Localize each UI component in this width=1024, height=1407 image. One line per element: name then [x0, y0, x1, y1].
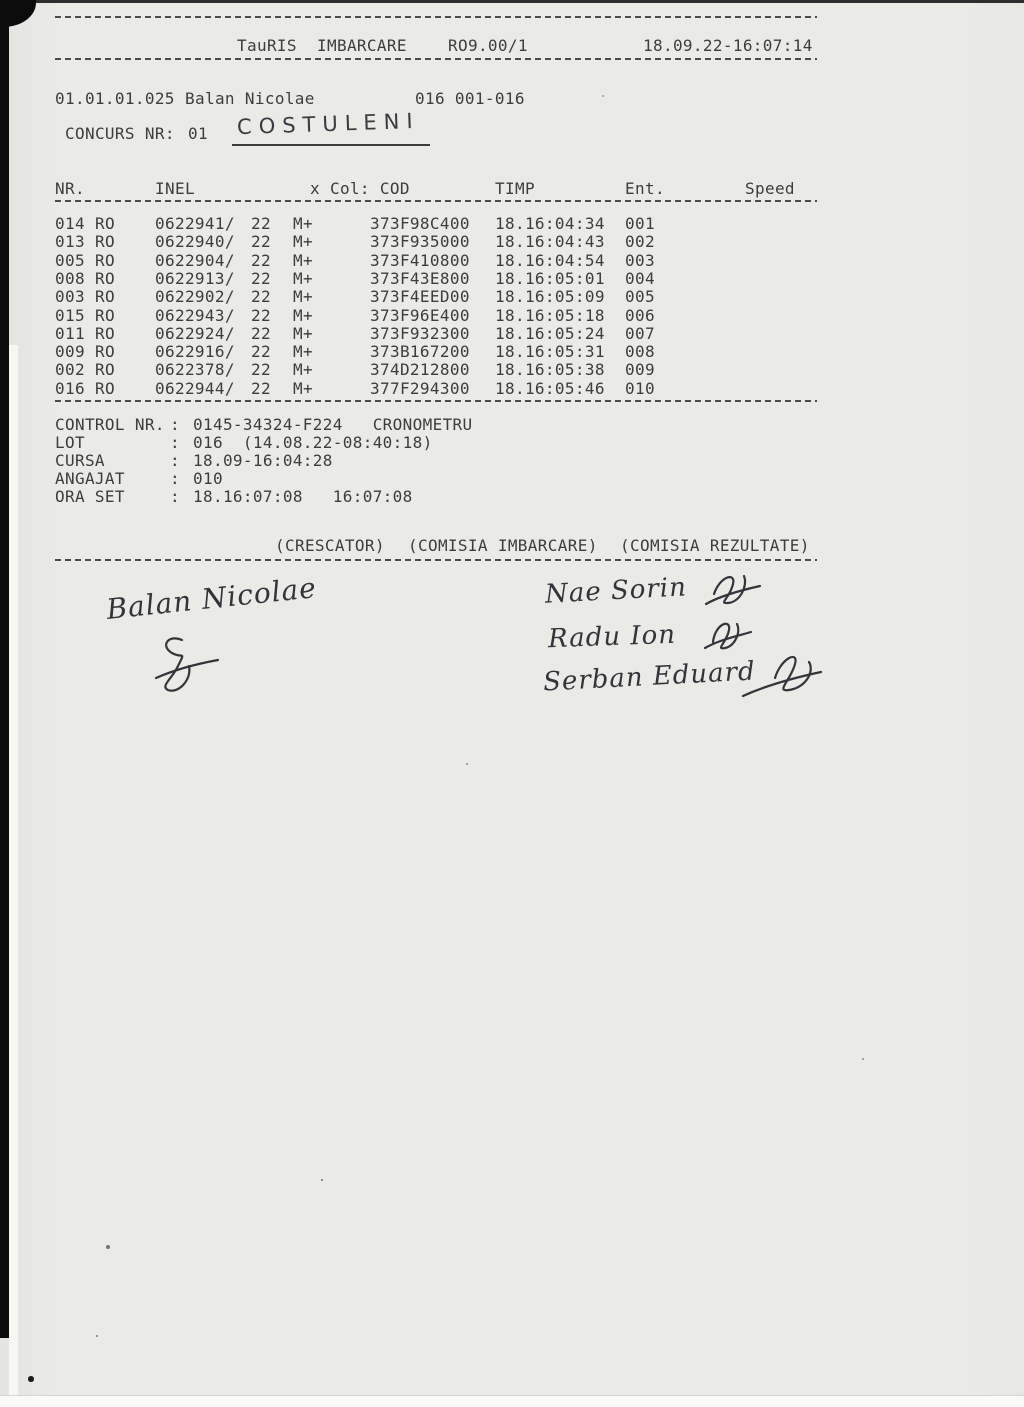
scan-corner-shadow: [0, 0, 36, 27]
control-row: [55, 415, 825, 433]
cell-country: RO: [95, 305, 115, 325]
cell-cod: 373F932300: [370, 323, 470, 343]
cell-timp: 18.16:04:43: [495, 232, 605, 252]
cell-ent: 007: [625, 323, 655, 343]
cell-col: M+: [293, 378, 313, 398]
cell-nr: 002: [55, 360, 85, 380]
cell-country: RO: [95, 287, 115, 307]
cell-cod: 373F935000: [370, 232, 470, 252]
cell-inel: 0622902/: [155, 287, 235, 307]
cell-col: M+: [293, 287, 313, 307]
table-row: [55, 306, 825, 324]
cell-timp: 18.16:05:46: [495, 378, 605, 398]
control-row: [55, 451, 825, 469]
cell-ent: 010: [625, 378, 655, 398]
cell-cod: 377F294300: [370, 378, 470, 398]
signature-crescator: Balan Nicolae: [104, 571, 319, 626]
signature-flourish-icon: [700, 568, 764, 616]
cell-nr: 005: [55, 250, 85, 270]
paper-edge-highlight: [9, 345, 18, 1395]
control-value: 016 (14.08.22-08:40:18): [193, 433, 433, 452]
fancier-series: 016 001-016: [415, 89, 525, 108]
cell-nr: 015: [55, 305, 85, 325]
signature-comisia-3: Serban Eduard: [542, 656, 757, 698]
table-row: [55, 232, 825, 250]
cell-ent: 003: [625, 250, 655, 270]
col-header-timp: TIMP: [495, 179, 535, 198]
role-crescator: (CRESCATOR): [275, 536, 385, 555]
cell-country: RO: [95, 232, 115, 252]
role-comisia-imbarcare: (COMISIA IMBARCARE): [408, 536, 598, 555]
fancier-line: [0, 89, 1024, 107]
cell-cod: 373F96E400: [370, 305, 470, 325]
scan-edge-top: [0, 0, 1024, 3]
cell-timp: 18.16:04:54: [495, 250, 605, 270]
report-version: RO9.00/1: [448, 36, 528, 55]
table-row: [55, 379, 825, 397]
cell-col: M+: [293, 232, 313, 252]
cell-country: RO: [95, 378, 115, 398]
cell-timp: 18.16:05:09: [495, 287, 605, 307]
cell-ent: 006: [625, 305, 655, 325]
control-value: 0145-34324-F224 CRONOMETRU: [193, 415, 473, 434]
cell-ent: 005: [625, 287, 655, 307]
table-row: [55, 342, 825, 360]
cell-cod: 373F43E800: [370, 268, 470, 288]
cell-cod: 373B167200: [370, 342, 470, 362]
signature-flourish-icon: [148, 632, 226, 700]
divider: [55, 200, 817, 202]
cell-country: RO: [95, 323, 115, 343]
col-header-inel: INEL: [155, 179, 195, 198]
cell-nr: 009: [55, 342, 85, 362]
cell-timp: 18.16:05:18: [495, 305, 605, 325]
report-datetime: 18.09.22-16:07:14: [643, 36, 813, 55]
cell-country: RO: [95, 360, 115, 380]
divider: [55, 58, 817, 60]
cell-cod: 373F98C400: [370, 214, 470, 233]
cell-inel: 0622944/: [155, 378, 235, 398]
table-row: [55, 360, 825, 378]
cell-nr: 014: [55, 214, 85, 233]
race-name-underline: [232, 144, 430, 146]
control-row: [55, 433, 825, 451]
control-label: CONTROL NR.: [55, 415, 165, 434]
app-name: TauRIS: [237, 36, 297, 55]
report-header: [0, 36, 1024, 54]
cell-country: RO: [95, 250, 115, 270]
cell-year: 22: [251, 268, 271, 288]
control-label: ANGAJAT: [55, 469, 125, 488]
cell-cod: 373F4EED00: [370, 287, 470, 307]
cell-col: M+: [293, 323, 313, 343]
cell-inel: 0622378/: [155, 360, 235, 380]
cell-year: 22: [251, 360, 271, 380]
cell-year: 22: [251, 378, 271, 398]
control-colon: :: [170, 451, 180, 470]
cell-country: RO: [95, 214, 115, 233]
cell-nr: 003: [55, 287, 85, 307]
control-row: [55, 469, 825, 487]
concurs-number: 01: [188, 124, 208, 143]
control-label: ORA SET: [55, 487, 125, 506]
table-row: [55, 287, 825, 305]
cell-timp: 18.16:05:01: [495, 268, 605, 288]
cell-col: M+: [293, 250, 313, 270]
control-value: 010: [193, 469, 223, 488]
cell-country: RO: [95, 342, 115, 362]
cell-col: M+: [293, 214, 313, 233]
table-row: [55, 324, 825, 342]
signature-flourish-icon: [735, 648, 825, 706]
cell-col: M+: [293, 342, 313, 362]
cell-year: 22: [251, 342, 271, 362]
table-row: [55, 214, 825, 232]
cell-ent: 001: [625, 214, 655, 233]
divider: [55, 559, 817, 561]
cell-inel: 0622924/: [155, 323, 235, 343]
role-comisia-rezultate: (COMISIA REZULTATE): [620, 536, 810, 555]
cell-nr: 013: [55, 232, 85, 252]
cell-ent: 004: [625, 268, 655, 288]
cell-cod: 374D212800: [370, 360, 470, 380]
signature-comisia-2: Radu Ion: [547, 619, 677, 655]
cell-year: 22: [251, 287, 271, 307]
cell-year: 22: [251, 214, 271, 233]
divider: [55, 16, 817, 18]
concurs-label: CONCURS NR:: [65, 124, 175, 143]
cell-inel: 0622913/: [155, 268, 235, 288]
cell-nr: 011: [55, 323, 85, 343]
control-row: [55, 487, 825, 505]
table-row: [55, 251, 825, 269]
cell-year: 22: [251, 323, 271, 343]
cell-ent: 009: [625, 360, 655, 380]
control-value: 18.09-16:04:28: [193, 451, 333, 470]
cell-cod: 373F410800: [370, 250, 470, 270]
col-header-speed: Speed: [745, 179, 795, 198]
cell-timp: 18.16:05:31: [495, 342, 605, 362]
cell-year: 22: [251, 232, 271, 252]
signature-roles-line: [55, 536, 825, 554]
cell-year: 22: [251, 305, 271, 325]
fancier-id: 01.01.01.025: [55, 89, 175, 108]
handwritten-race-name: COSTULENI: [236, 108, 420, 140]
col-header-nr: NR.: [55, 179, 85, 198]
paper-specks: [321, 1179, 323, 1181]
scan-edge-left: [0, 0, 9, 1338]
scan-edge-bottom: [0, 1395, 1024, 1407]
cell-timp: 18.16:05:24: [495, 323, 605, 343]
cell-col: M+: [293, 305, 313, 325]
cell-inel: 0622941/: [155, 214, 235, 233]
fancier-name: Balan Nicolae: [185, 89, 315, 108]
cell-timp: 18.16:05:38: [495, 360, 605, 380]
cell-nr: 008: [55, 268, 85, 288]
cell-ent: 002: [625, 232, 655, 252]
control-label: CURSA: [55, 451, 105, 470]
control-colon: :: [170, 469, 180, 488]
cell-timp: 18.16:04:34: [495, 214, 605, 233]
table-row: [55, 269, 825, 287]
cell-inel: 0622916/: [155, 342, 235, 362]
cell-nr: 016: [55, 378, 85, 398]
table-header-row: [55, 179, 825, 197]
col-header-cod: x Col: COD: [310, 179, 410, 198]
cell-inel: 0622940/: [155, 232, 235, 252]
col-header-ent: Ent.: [625, 179, 665, 198]
divider: [55, 400, 817, 402]
cell-country: RO: [95, 268, 115, 288]
control-colon: :: [170, 487, 180, 506]
control-value: 18.16:07:08 16:07:08: [193, 487, 413, 506]
report-type: IMBARCARE: [317, 36, 407, 55]
cell-ent: 008: [625, 342, 655, 362]
control-colon: :: [170, 433, 180, 452]
control-colon: :: [170, 415, 180, 434]
control-label: LOT: [55, 433, 85, 452]
concurs-line: [0, 124, 1024, 142]
cell-year: 22: [251, 250, 271, 270]
cell-col: M+: [293, 360, 313, 380]
signature-comisia-1: Nae Sorin: [544, 572, 688, 610]
cell-inel: 0622943/: [155, 305, 235, 325]
cell-col: M+: [293, 268, 313, 288]
cell-inel: 0622904/: [155, 250, 235, 270]
